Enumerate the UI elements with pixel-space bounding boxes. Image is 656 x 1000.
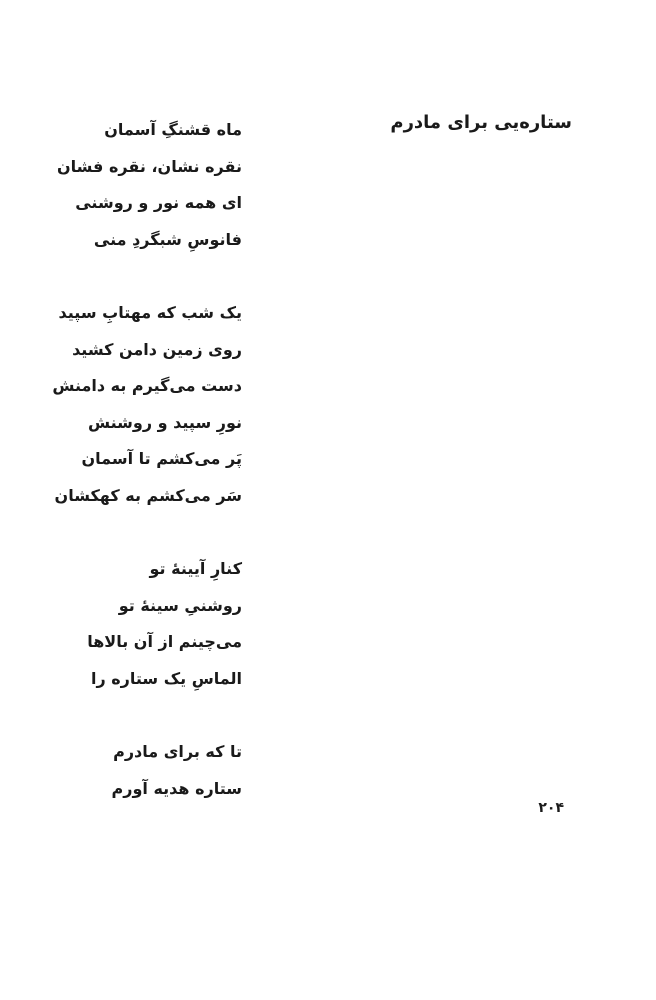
poem-line: کنارِ آیینهٔ تو — [149, 559, 242, 578]
poem-line: نقره نشان، نقره فشان — [56, 156, 242, 176]
poem-line: روی زمین دامن کشید — [72, 339, 242, 359]
poem-line: تا که برای مادرم — [113, 742, 242, 761]
poem-line: سَر می‌کشم به کهکشان — [54, 485, 242, 505]
stanza-1 — [56, 112, 242, 258]
page-number: ۲۰۴ — [538, 800, 564, 816]
stanza-3 — [72, 551, 242, 697]
poem-line: می‌چینم از آن بالاها — [87, 632, 242, 651]
poem-line: ستاره هدیه آورم — [111, 778, 242, 798]
stanza-4 — [72, 734, 242, 807]
poem-line: ماه قشنگِ آسمان — [104, 120, 242, 139]
stanza-2 — [52, 295, 242, 514]
poem-title: ستاره‌یی برای مادرم — [390, 112, 572, 133]
poem-line: نورِ سپید و روشنش — [88, 412, 242, 432]
poem-line: ای همه نور و روشنی — [75, 193, 242, 212]
poem-line: الماسِ یک ستاره را — [90, 668, 242, 688]
poem-line: روشنیِ سینهٔ تو — [118, 595, 242, 615]
poem-line: یک شب که مهتابِ سپید — [58, 303, 242, 322]
poem-body — [52, 112, 242, 844]
poem-line: دست می‌گیرم به دامنش — [52, 376, 242, 395]
poem-line: پَر می‌کشم تا آسمان — [81, 449, 242, 468]
poem-line: فانوسِ شبگردِ منی — [93, 229, 242, 249]
